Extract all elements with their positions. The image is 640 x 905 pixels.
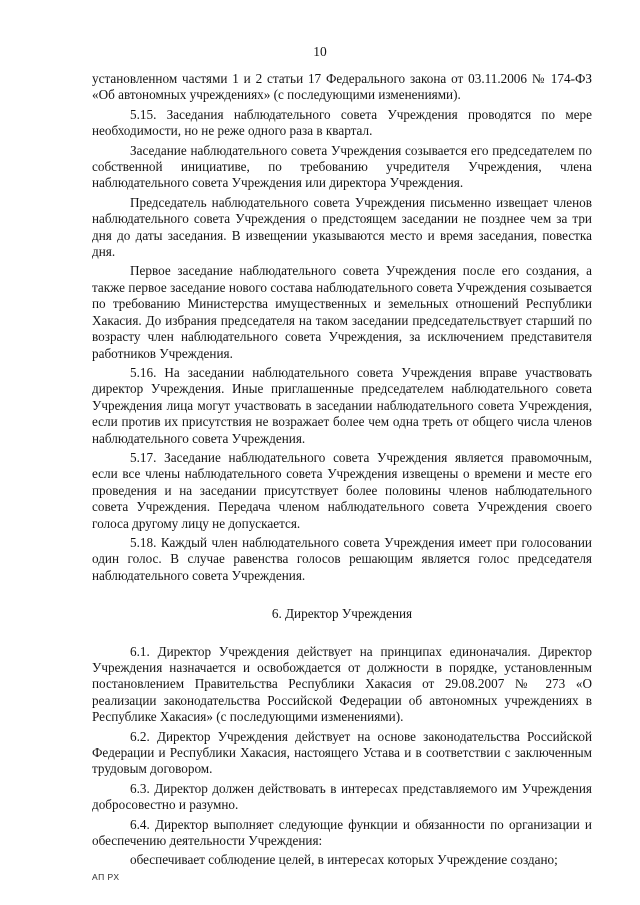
paragraph: 5.18. Каждый член наблюдательного совета Учреждения имеет при голосовании один голос. В случае равенства голосов решающим является голос председателя наблюдательного совета Учреждения. xyxy=(92,534,592,583)
section-heading: 6. Директор Учреждения xyxy=(271,606,413,622)
paragraph: 5.15. Заседания наблюдательного совета Учреждения проводятся по мере необходимости, но не реже одного раза в квартал. xyxy=(92,106,592,139)
paragraph: 6.4. Директор выполняет следующие функции и обязанности по организации и обеспечению деятельности Учреждения: xyxy=(92,816,592,849)
paragraph: 5.17. Заседание наблюдательного совета Учреждения является правомочным, если все члены наблюдательного совета Учреждения извещены о времени и месте его проведения и на заседании присутствует более половины членов наблюдательного совета Учреждения. Передача членом наблюдательного совета Учреждения своего голоса другому лицу не допускается. xyxy=(92,449,592,531)
footer-code: АП РХ xyxy=(92,872,120,882)
paragraph: обеспечивает соблюдение целей, в интересах которых Учреждение создано; xyxy=(130,852,558,868)
paragraph: 6.1. Директор Учреждения действует на принципах единоначалия. Директор Учреждения назначается и освобождается от должности в порядке, установленным постановлением Правительства Республики Хакасия от 29.08.2007 № 273 «О реализации законодательства Российской Федерации об автономных учреждениях в Республике Хакасия» (с последующими изменениями). xyxy=(92,643,592,725)
paragraph: установленном частями 1 и 2 статьи 17 Федерального закона от 03.11.2006 № 174-ФЗ «Об автономных учреждениях» (с последующими изменениями). xyxy=(92,71,592,103)
page-number: 10 xyxy=(313,44,327,59)
paragraph: 6.3. Директор должен действовать в интересах представляемого им Учреждения добросовестно и разумно. xyxy=(92,780,592,813)
paragraph: 5.16. На заседании наблюдательного совета Учреждения вправе участвовать директор Учреждения. Иные приглашенные председателем наблюдательного совета Учреждения лица могут участвовать в заседании наблюдательного совета Учреждения, если против их присутствия не возражает более чем одна треть от общего числа членов наблюдательного совета Учреждения. xyxy=(92,364,592,446)
document-body xyxy=(92,71,592,872)
paragraph: 6.2. Директор Учреждения действует на основе законодательства Российской Федерации и Республики Хакасия, настоящего Устава и в соответствии с заключенным трудовым договором. xyxy=(92,728,592,777)
paragraph: Председатель наблюдательного совета Учреждения письменно извещает членов наблюдательного совета Учреждения о предстоящем заседании не позднее чем за три дня до даты заседания. В извещении указываются место и время заседания, повестка дня. xyxy=(92,194,592,260)
paragraph: Первое заседание наблюдательного совета Учреждения после его создания, а также первое заседание нового состава наблюдательного совета Учреждения созывается по требованию Министерства имущественных и земельных отношений Республики Хакасия. До избрания председателя на таком заседании председательствует старший по возрасту член наблюдательного совета Учреждения, за исключением представителя работников Учреждения. xyxy=(92,263,592,361)
paragraph: Заседание наблюдательного совета Учреждения созывается его председателем по собственной инициативе, по требованию учредителя Учреждения, члена наблюдательного совета Учреждения или директора Учреждения. xyxy=(92,142,592,191)
